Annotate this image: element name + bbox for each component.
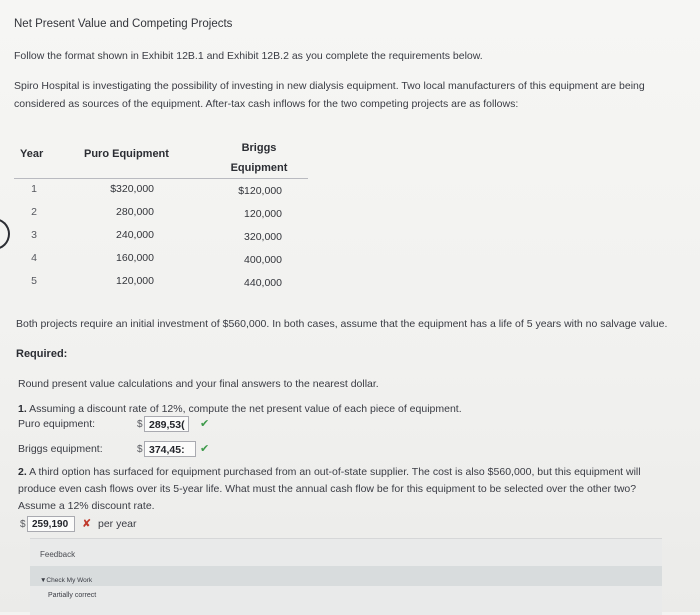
table-cell-puro: $320,000 [110, 183, 154, 195]
question-2-number: 2. [18, 466, 27, 478]
table-cell-puro: 280,000 [116, 206, 154, 218]
table-cell-year: 5 [31, 275, 37, 287]
per-year-label: per year [98, 518, 137, 530]
table-divider [14, 178, 308, 179]
annual-cash-flow-input[interactable]: 259,190 [27, 516, 75, 532]
rounding-note: Round present value calculations and your final answers to the nearest dollar. [18, 378, 379, 390]
question-1-text: Assuming a discount rate of 12%, compute the net present value of each piece of equipment. [29, 403, 462, 415]
currency-symbol: $ [137, 419, 143, 430]
table-cell-briggs: 120,000 [244, 208, 282, 220]
table-cell-year: 1 [31, 183, 37, 195]
puro-npv-input[interactable]: 289,53( [144, 416, 189, 432]
table-cell-briggs: 400,000 [244, 254, 282, 266]
investment-note: Both projects require an initial investment of $560,000. In both cases, assume that the equipment has a life of 5 years with no salvage value. [16, 318, 668, 330]
check-my-work-bar[interactable] [30, 566, 662, 586]
page-title: Net Present Value and Competing Projects [14, 18, 233, 30]
check-my-work-toggle[interactable]: ▼Check My Work [40, 577, 93, 584]
table-cell-puro: 120,000 [116, 275, 154, 287]
feedback-label: Feedback [40, 550, 76, 559]
briggs-npv-input[interactable]: 374,45: [144, 441, 196, 457]
question-2 [18, 464, 658, 515]
correct-check-icon: ✔ [200, 418, 210, 430]
table-cell-year: 2 [31, 206, 37, 218]
puro-answer-label: Puro equipment: [18, 418, 96, 430]
currency-symbol: $ [20, 519, 26, 530]
table-cell-briggs: $120,000 [238, 185, 282, 197]
table-cell-puro: 160,000 [116, 252, 154, 264]
feedback-status: Partially correct [48, 592, 97, 599]
table-cell-puro: 240,000 [116, 229, 154, 241]
table-cell-year: 3 [31, 229, 37, 241]
table-header-puro: Puro Equipment [84, 148, 169, 160]
table-header-year: Year [20, 148, 44, 160]
briggs-answer-label: Briggs equipment: [18, 443, 103, 455]
instructions-text: Follow the format shown in Exhibit 12B.1 and Exhibit 12B.2 as you complete the requirements below. [14, 50, 483, 62]
table-cell-year: 4 [31, 252, 37, 264]
required-heading: Required: [16, 348, 68, 360]
question-1-number: 1. [18, 403, 27, 415]
correct-check-icon: ✔ [200, 443, 210, 455]
currency-symbol: $ [137, 444, 143, 455]
scenario-text: Spiro Hospital is investigating the possibility of investing in new dialysis equipment. Two local manufacturers of this equipment are being considered as sources of the equipment. After-tax cash inflows for the two competing projects are as follows: [14, 80, 645, 110]
incorrect-x-icon: ✘ [82, 518, 92, 530]
table-cell-briggs: 440,000 [244, 277, 282, 289]
table-cell-briggs: 320,000 [244, 231, 282, 243]
collapse-handle-icon[interactable] [0, 218, 10, 250]
question-1 [18, 403, 462, 415]
table-header-briggs: Briggs Equipment [230, 142, 288, 174]
question-2-text: A third option has surfaced for equipment purchased from an out-of-state supplier. The cost is also $560,000, but this equipment will produce even cash flows over its 5-year life. What must the annual cash flow be for this equipment to be selected over the other two? Assume a 12% discount rate. [18, 466, 641, 512]
